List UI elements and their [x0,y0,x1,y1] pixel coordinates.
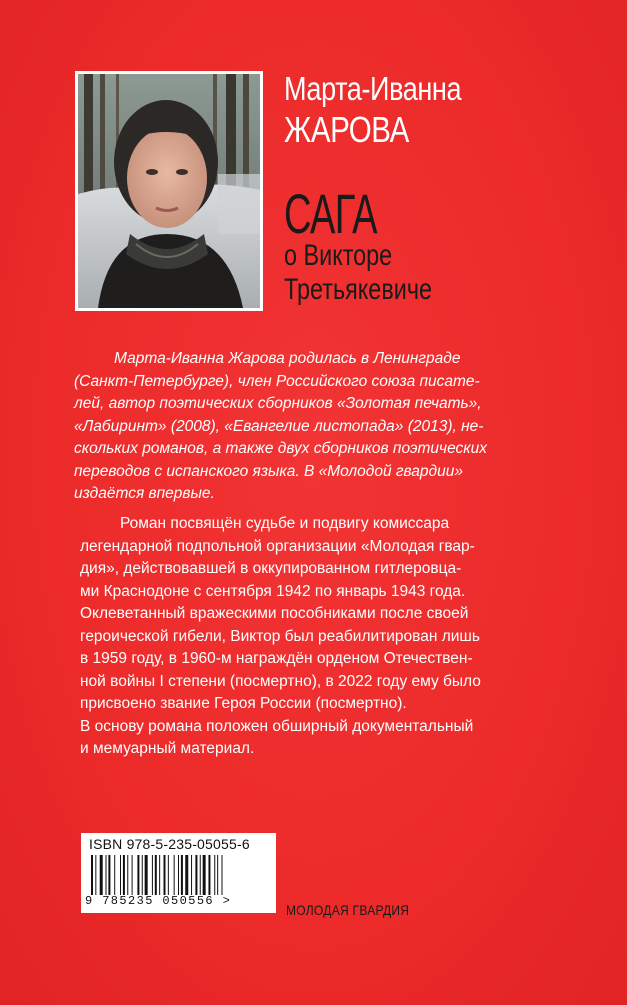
annotation-line: и мемуарный материал. [80,740,255,757]
annotation-line: дия», действовавшей в оккупированном гитлеровца- [80,560,462,577]
isbn-barcode-block [81,833,276,913]
bio-line: «Лабиринт» (2008), «Евангелие листопада» (2013), не- [74,417,484,435]
barcode-digits: 9 785235 050556 > [85,894,232,908]
annotation-line: Роман посвящён судьбе и подвигу комиссара [120,515,450,532]
book-annotation [80,513,580,761]
bio-line: издаётся впервые. [74,485,215,502]
annotation-line: ной войны I степени (посмертно), в 2022 году ему было [80,672,481,690]
isbn-label: ISBN 978-5-235-05055-6 [89,836,250,852]
bio-line: лей, автор поэтических сборников «Золотая печать», [74,395,482,412]
author-first-name: Марта-Иванна [284,70,462,107]
bio-line: Марта-Иванна Жарова родилась в Ленинграде [114,350,461,367]
bio-line: переводов с испанского языка. В «Молодой гвардии» [74,462,463,480]
author-last-name: ЖАРОВА [284,109,409,150]
annotation-line: в 1959 году, в 1960-м награждён орденом Отечествен- [80,650,473,667]
annotation-line: ми Краснодоне с сентября 1942 по январь 1943 года. [80,582,466,600]
book-title-main: САГА [284,182,377,245]
bio-line: скольких романов, а также двух сборников поэтических [74,440,487,457]
author-bio [74,348,574,506]
annotation-line: легендарной подпольной организации «Молодая гвар- [80,537,475,555]
author-photo [75,71,263,311]
annotation-line: героической гибели, Виктор был реабилитирован лишь [80,627,480,645]
book-title-line3: Третьякевиче [284,273,433,306]
author-portrait-image [78,74,260,308]
bio-line: (Санкт-Петербурге), член Российского союза писате- [74,372,480,390]
barcode-icon [91,855,267,895]
annotation-line: В основу романа положен обширный документальный [80,717,474,735]
book-title-line2: о Викторе [284,239,393,272]
publisher-name: МОЛОДАЯ ГВАРДИЯ [286,902,410,918]
annotation-line: присвоено звание Героя России (посмертно). [80,695,407,712]
annotation-line: Оклеветанный вражескими пособниками после своей [80,605,469,622]
